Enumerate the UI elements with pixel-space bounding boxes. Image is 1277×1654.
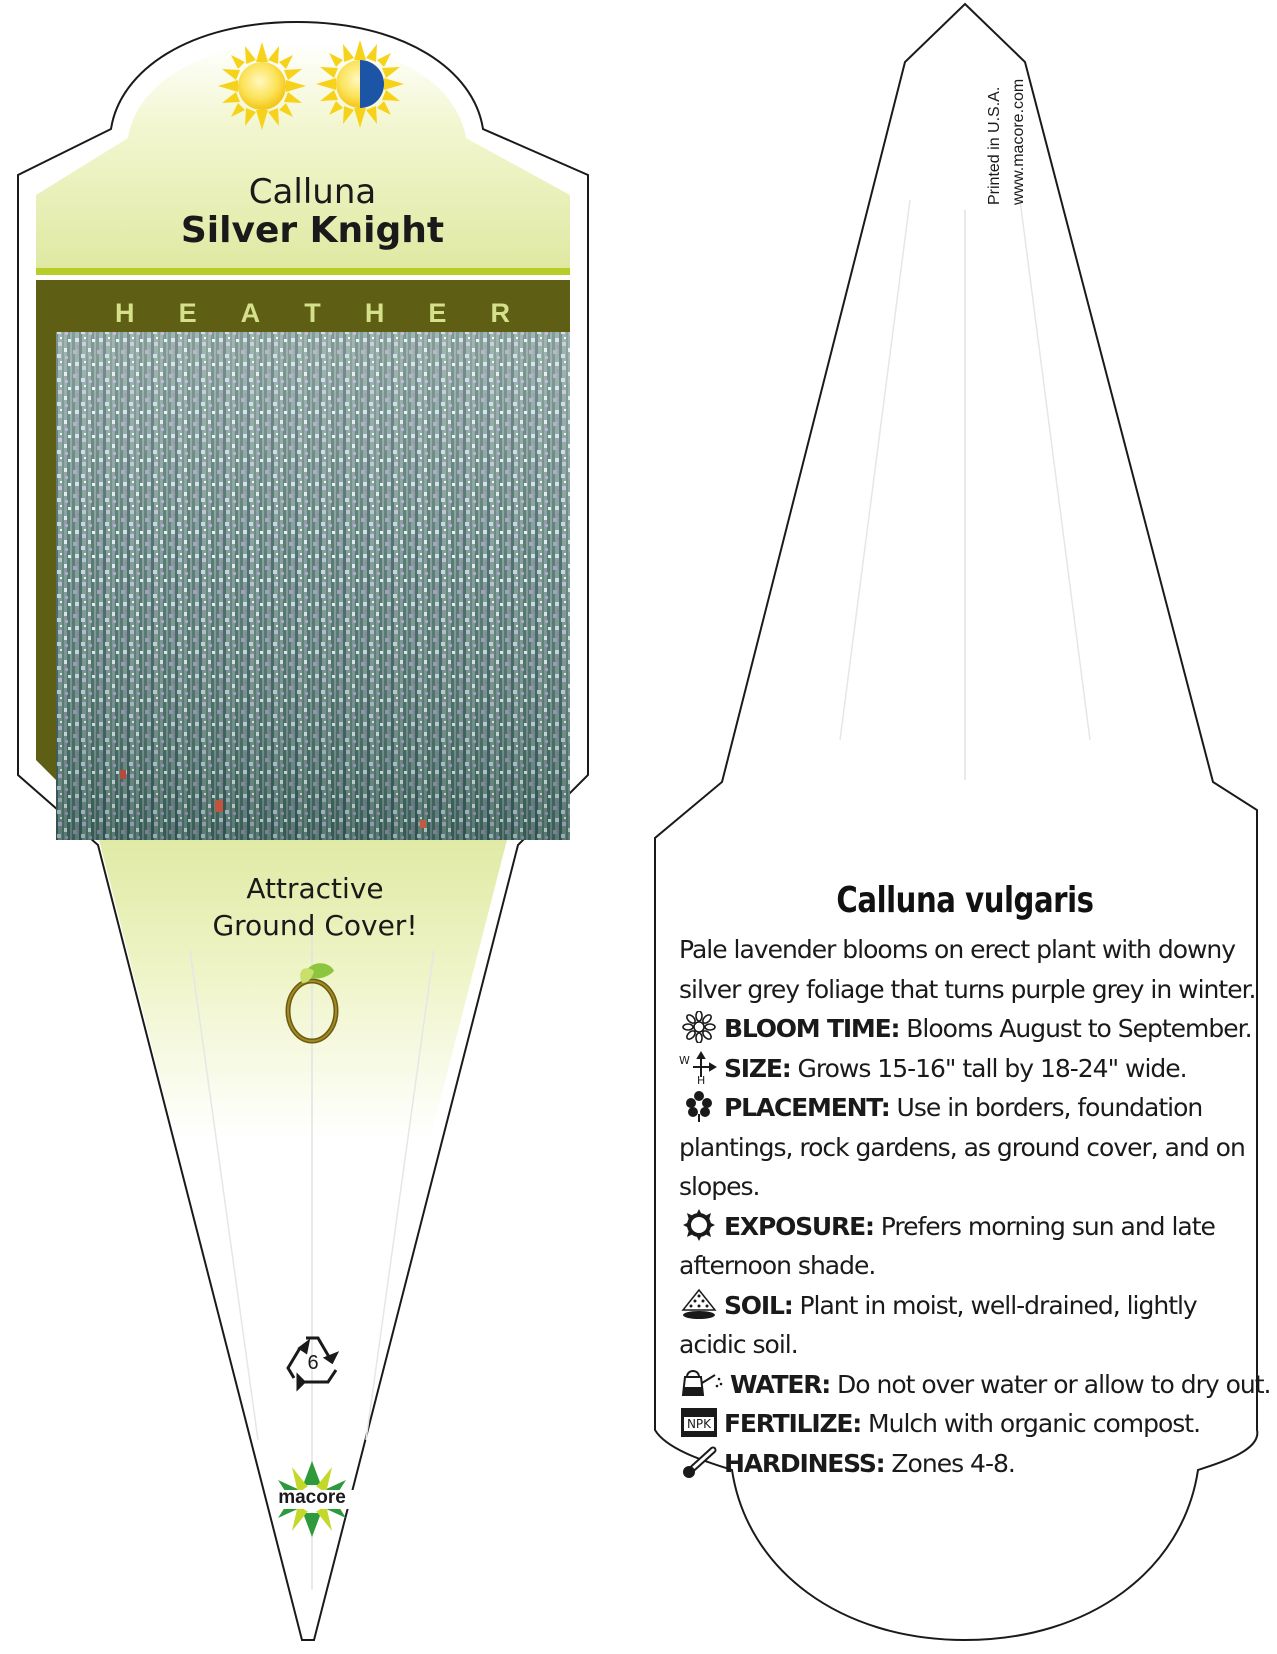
care-text: Plant in moist, well-drained, lightly acidic soil. xyxy=(679,1290,1197,1359)
care-row-size xyxy=(679,1049,1259,1089)
care-text: Mulch with organic compost. xyxy=(868,1409,1201,1438)
size-icon xyxy=(679,1051,719,1087)
care-text: Prefers morning sun and late afternoon shade. xyxy=(679,1211,1215,1280)
care-row-exposure xyxy=(679,1207,1259,1286)
placement-icon xyxy=(679,1090,719,1120)
tagline-line: Ground Cover! xyxy=(212,909,418,942)
brand-wordmark: macore xyxy=(278,1487,346,1508)
care-row-bloom xyxy=(679,1009,1259,1049)
care-text: Zones 4-8. xyxy=(891,1448,1015,1478)
care-text: Grows 15-16" tall by 18-24" wide. xyxy=(797,1053,1187,1083)
watering-can-icon xyxy=(679,1367,725,1397)
soil-icon xyxy=(679,1288,719,1318)
care-text: Use in borders, foundation plantings, rock gardens, as ground cover, and on slopes. xyxy=(679,1093,1245,1201)
botanical-name: Calluna vulgaris xyxy=(836,880,1094,921)
care-text: Do not over water or allow to dry out. xyxy=(837,1369,1271,1399)
sun-icon xyxy=(679,1209,719,1239)
care-row-fertilize xyxy=(679,1404,1259,1444)
care-row-placement xyxy=(679,1088,1259,1207)
category-letter: E xyxy=(178,298,197,328)
size-icon-w: W xyxy=(679,1053,690,1067)
care-text: Blooms August to September. xyxy=(906,1014,1252,1043)
care-label: PLACEMENT: xyxy=(724,1093,890,1122)
plant-description: Pale lavender blooms on erect plant with downy silver grey foliage that turns purple grey in winter. xyxy=(679,935,1256,1004)
plant-genus-title: Calluna xyxy=(248,172,377,212)
care-label: WATER: xyxy=(730,1369,831,1399)
care-instructions xyxy=(679,930,1271,1483)
category-letter: A xyxy=(240,298,261,328)
printed-line: Printed in U.S.A. xyxy=(986,86,1003,205)
flower-icon xyxy=(679,1011,719,1041)
care-label: BLOOM TIME: xyxy=(724,1014,900,1043)
category-letter: H xyxy=(115,298,135,328)
care-label: FERTILIZE: xyxy=(724,1409,862,1438)
care-row-water xyxy=(679,1365,1271,1405)
care-row-soil xyxy=(679,1286,1259,1365)
care-label: HARDINESS: xyxy=(724,1448,885,1478)
category-letter: R xyxy=(490,298,510,328)
tagline-line: Attractive xyxy=(246,872,384,905)
plant-variety-title: Silver Knight xyxy=(180,210,445,251)
npk-icon xyxy=(679,1406,719,1436)
category-letter: E xyxy=(428,298,447,328)
category-letter: H xyxy=(364,298,385,328)
care-label: SOIL: xyxy=(724,1290,793,1320)
thermometer-icon xyxy=(679,1446,719,1476)
printed-credit xyxy=(983,79,1031,205)
category-letter: T xyxy=(304,298,321,328)
website-line: www.macore.com xyxy=(1010,78,1027,205)
size-icon-h: H xyxy=(697,1073,706,1087)
npk-label: NPK xyxy=(686,1417,712,1431)
care-label: EXPOSURE: xyxy=(724,1211,874,1241)
care-label: SIZE: xyxy=(724,1053,791,1083)
care-row-hardiness xyxy=(679,1444,1259,1484)
recycle-code: 6 xyxy=(307,1352,319,1374)
